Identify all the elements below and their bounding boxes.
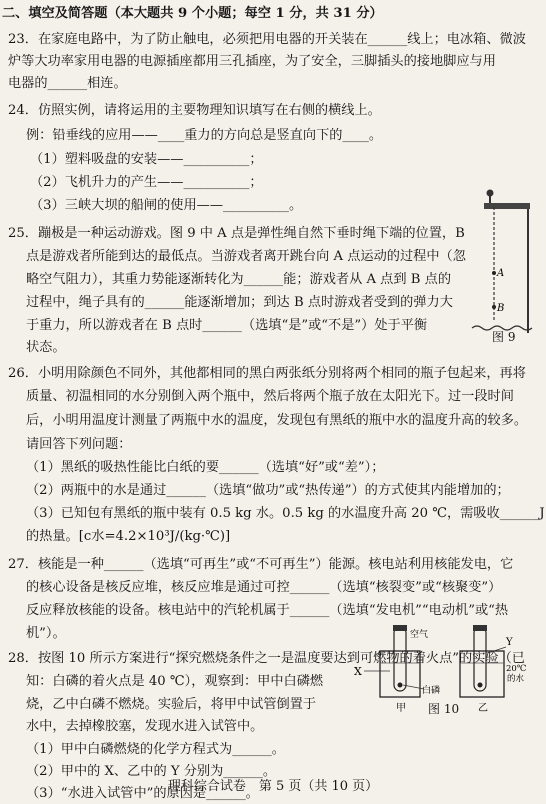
text-line: 炉等大功率家用电器的电源插座都用三孔插座，为了安全，三脚插头的接地脚应与用 — [8, 54, 496, 69]
text-line: 略空气阻力），其重力势能逐渐转化为______能；游戏者从 A 点到 B 点的 — [26, 272, 452, 287]
text-line: （2）甲中的 X、乙中的 Y 分别为______。 — [26, 764, 277, 779]
white-phosphorus-jia — [398, 683, 403, 688]
text-line: （2）飞机升力的产生——__________； — [30, 175, 263, 190]
text-line: 于重力，所以游戏者在 B 点时______（选填“是”或“不是”）处于平衡 — [26, 318, 428, 333]
label-y: Y — [506, 637, 513, 648]
text-line: 25．蹦极是一种运动游戏。图 9 中 A 点是弹性绳自然下垂时绳下端的位置，B — [8, 226, 465, 241]
label-bai: 白磷 — [422, 686, 441, 696]
rubber-stopper-yi — [473, 625, 487, 631]
text-line: 28．按图 10 所示方案进行“探究燃烧条件之一是温度要达到可燃物的着火点”的实验（已 — [8, 651, 525, 666]
text-line: 后，小明用温度计测量了两瓶中水的温度，发现包有黑纸的瓶中水的温度升高的较多。 — [26, 413, 528, 428]
text-line: 质量、初温相同的水分别倒入两个瓶中，然后将两个瓶子放在太阳光下。过一段时间 — [26, 389, 514, 404]
text-line: 状态。 — [26, 340, 66, 355]
test-tube-jia — [394, 627, 406, 691]
text-line: 烧，乙中白磷不燃烧。实验后，将甲中试管倒置于 — [26, 697, 317, 712]
label-air: 空气 — [410, 630, 429, 640]
text-line: 24．仿照实例，请将运用的主要物理知识填写在右侧的横线上。 — [8, 103, 381, 118]
label-yi: 乙 — [478, 703, 488, 714]
label-water-temp: 20℃ — [506, 664, 527, 674]
text-line: 请回答下列问题： — [26, 437, 132, 452]
text-line: 的热量。[c水=4.2×10³J/(kg·℃)] — [26, 529, 231, 544]
text-line: 机”）。 — [26, 626, 66, 641]
page-footer: 理科综合试卷 第 5 页（共 10 页） — [167, 779, 379, 794]
white-phosphorus-yi — [478, 683, 483, 688]
beaker-jia — [380, 651, 420, 697]
label-jia: 甲 — [396, 703, 406, 714]
point-a-label: A — [497, 268, 505, 279]
label-x: X — [354, 665, 362, 678]
text-line: （1）甲中白磷燃烧的化学方程式为______。 — [26, 742, 285, 757]
point-a — [492, 271, 496, 275]
jump-platform — [484, 203, 530, 209]
label-water: 的水 — [507, 674, 525, 684]
jumper-figure — [487, 190, 494, 197]
text-line: 的核心设备是核反应堆，核反应堆是通过可控______（选填“核裂变”或“核聚变”） — [26, 580, 502, 595]
text-line: （3）已知包有黑纸的瓶中装有 0.5 kg 水。0.5 kg 的水温度升高 20 ℃，需吸收______J — [26, 506, 545, 521]
text-line: 水中，去掉橡胶塞，发现水进入试管中。 — [26, 719, 264, 734]
text-line: （3）三峡大坝的船闸的使用——__________。 — [30, 198, 303, 213]
text-line: 点是游戏者所能到达的最低点。当游戏者离开跳台向 A 点运动的过程中（忽 — [26, 249, 466, 264]
text-line: （3）“水进入试管中”的原因是______。 — [26, 786, 259, 801]
figure-9-caption: 图 9 — [492, 330, 516, 344]
rubber-stopper-jia — [393, 625, 407, 631]
text-line: 反应释放核能的设备。核电站中的汽轮机属于______（选填“发电机”“电动机”或“热 — [26, 603, 509, 618]
text-line: （1）塑料吸盘的安装——__________； — [30, 152, 263, 167]
text-line: 过程中，绳子具有的______能逐渐增加；到达 B 点时游戏者受到的弹力大 — [26, 295, 453, 310]
figure-9-bungee — [470, 183, 534, 343]
test-tube-yi — [474, 627, 486, 691]
point-b — [492, 305, 496, 309]
text-line: 27．核能是一种______（选填“可再生”或“不可再生”）能源。核电站利用核能发电，它 — [8, 557, 514, 572]
text-line: 例：铅垂线的应用——____重力的方向总是竖直向下的____。 — [26, 128, 383, 143]
text-line: 23．在家庭电路中，为了防止触电，必须把用电器的开关装在______线上；电冰箱、微波 — [8, 32, 526, 47]
text-line: （1）黑纸的吸热性能比白纸的要______（选填“好”或“差”）； — [26, 460, 385, 475]
text-line: 二、填空及简答题（本大题共 9 个小题；每空 1 分，共 31 分） — [2, 6, 383, 21]
pointer-y — [488, 647, 506, 653]
figure-10-caption: 图 10 — [428, 702, 460, 716]
text-line: （2）两瓶中的水是通过______（选填“做功”或“热传递”）的方式使其内能增加的； — [26, 483, 510, 498]
text-line: 知：白磷的着火点是 40 ℃），观察到：甲中白磷燃 — [26, 674, 324, 689]
text-line: 电器的______相连。 — [8, 76, 127, 91]
text-line: 26．小明用除颜色不同外，其他都相同的黑白两张纸分别将两个相同的瓶子包起来，再将 — [8, 366, 526, 381]
point-b-label: B — [497, 303, 505, 314]
